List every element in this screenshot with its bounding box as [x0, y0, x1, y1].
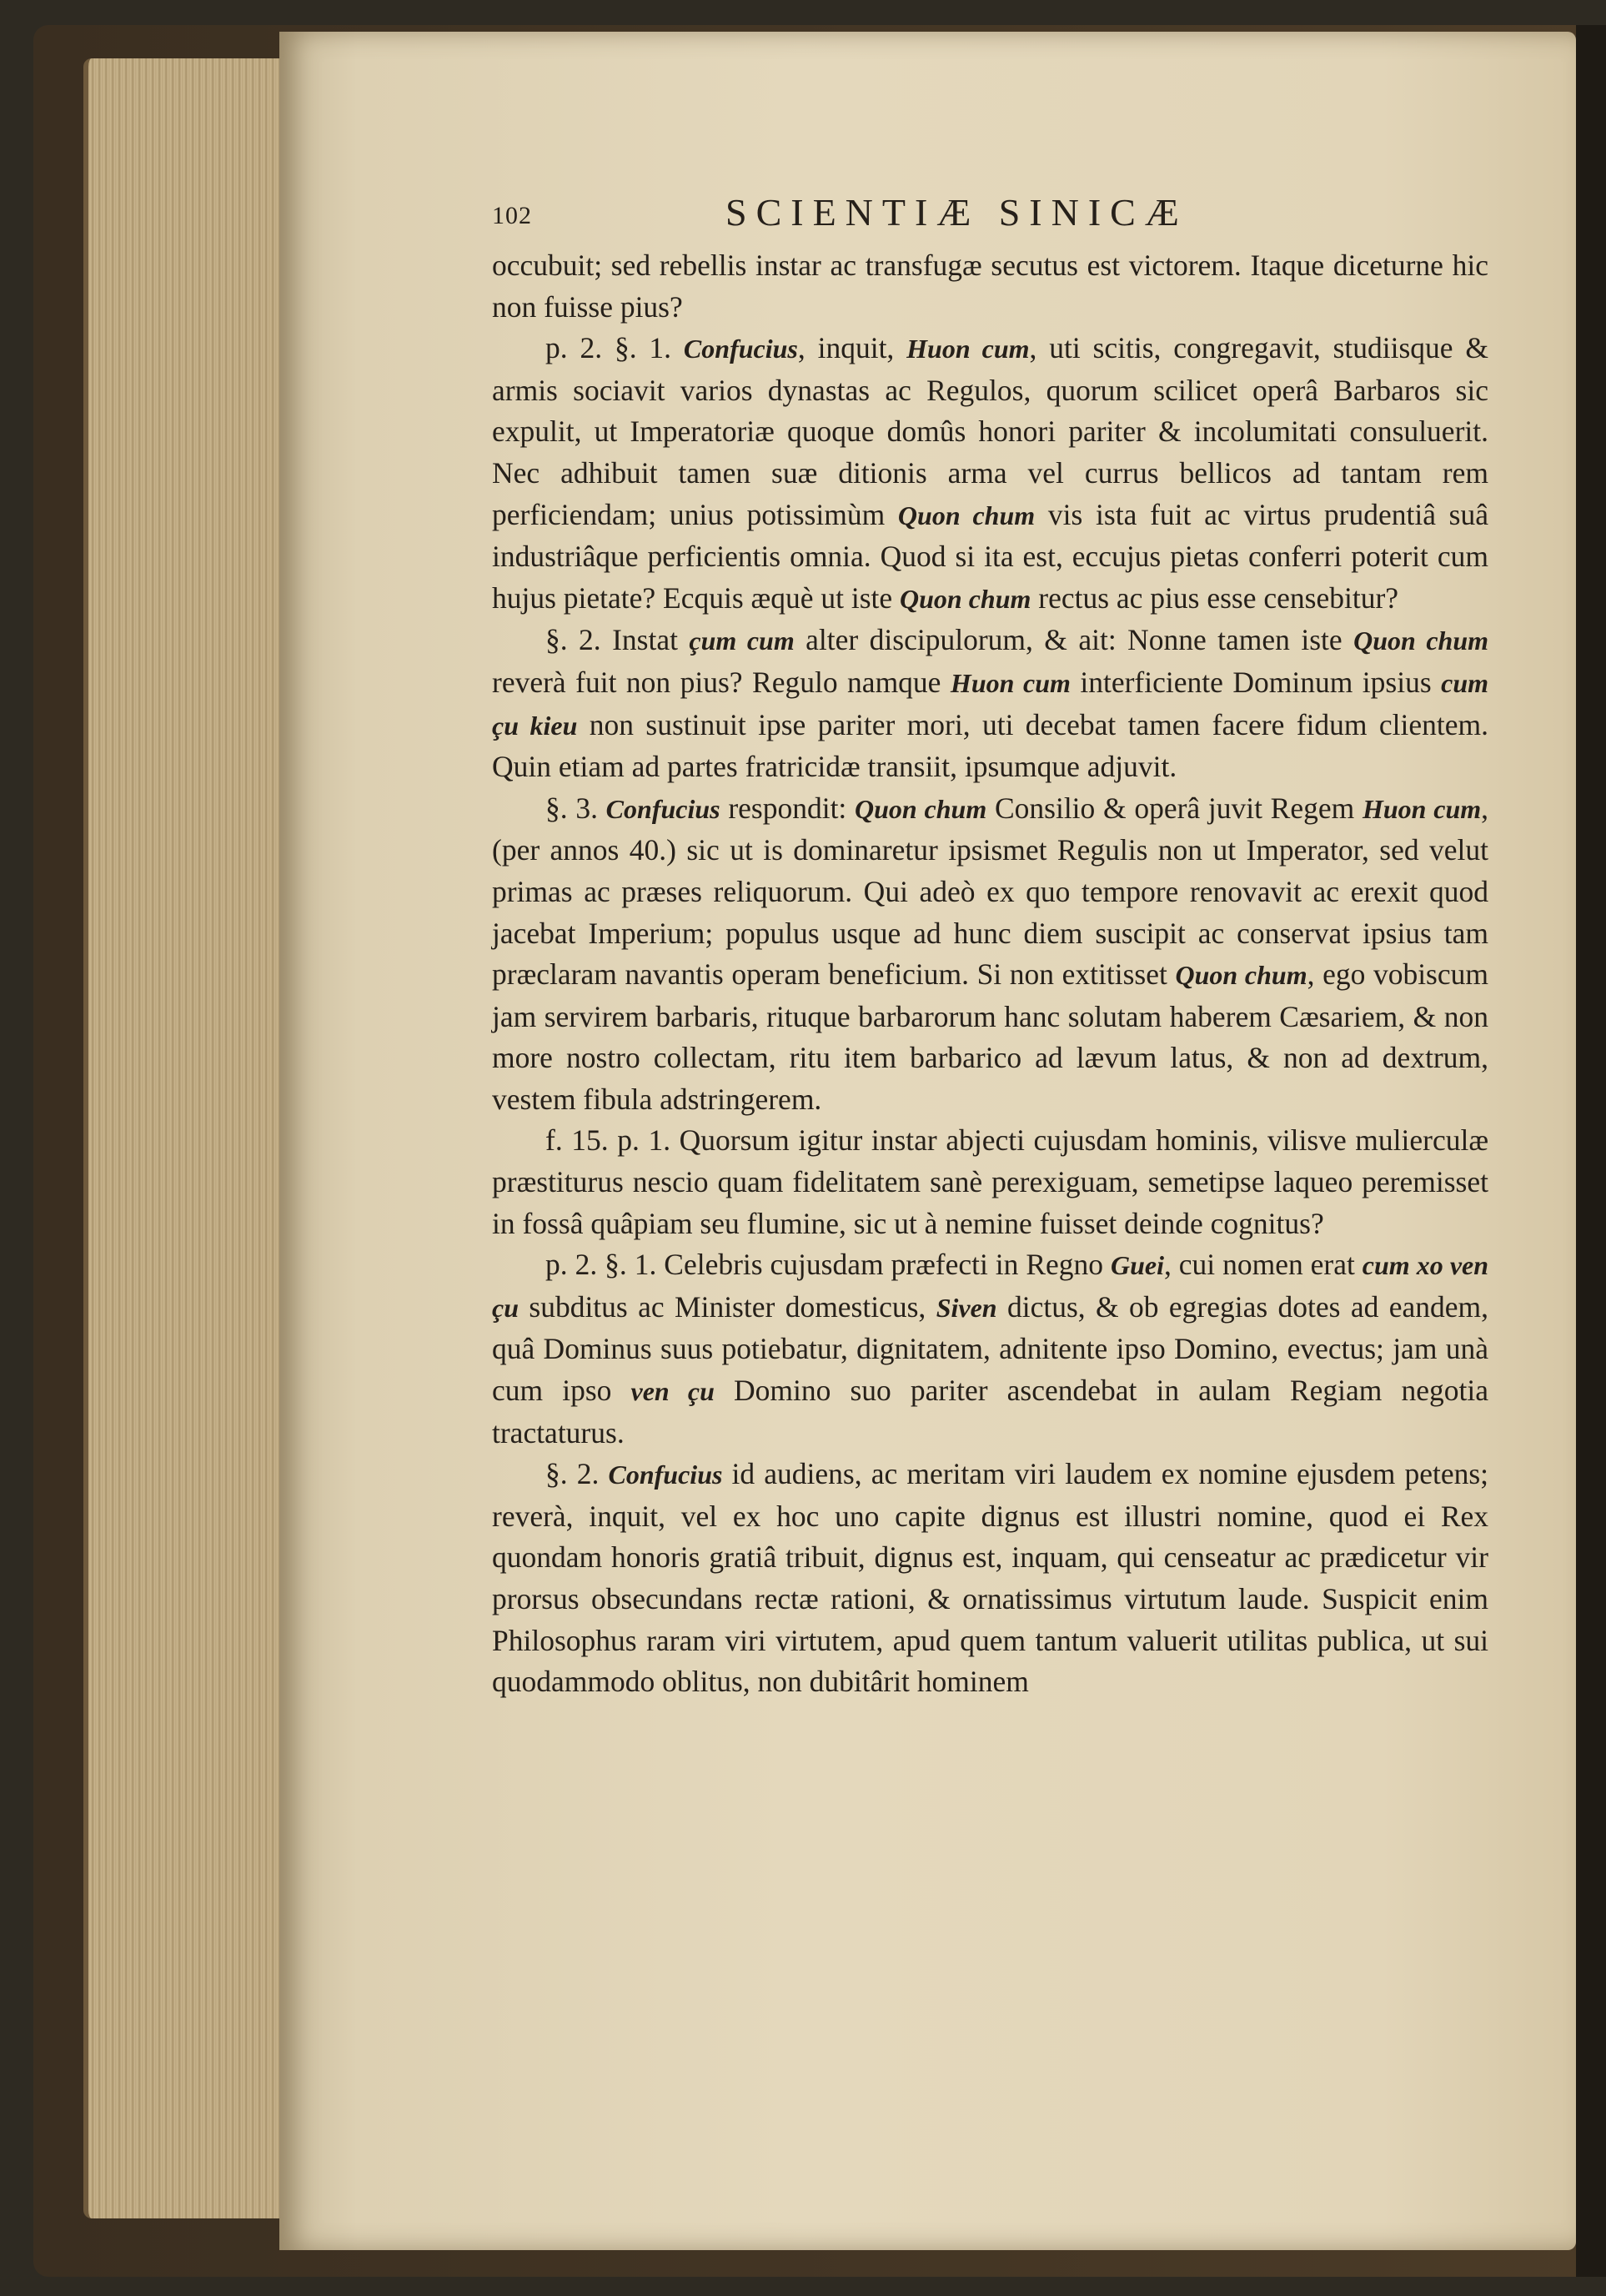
text-run: , cui nomen erat — [1163, 1248, 1363, 1282]
text-run: p. 2. §. 1. — [545, 331, 684, 365]
text-run: id audiens, ac meritam viri laudem ex nomine ejusdem petens; reverà, inquit, vel ex hoc uno capite dignus est illustri nomine, quod ei Rex quondam honoris gratiâ tribuit, dignus est, inquam, qui censeatur ac prædicetur vir prorsus obsecundans rectæ rationi, & ornatissimus virtutum laude. Suspicit enim Philosophus raram viri virtutem, apud quem tantum valuerit utilitas publica, ut sui quodammodo oblitus, non dubitârit hominem — [492, 1457, 1489, 1699]
body-text — [492, 245, 1488, 1703]
text-run: , ego vobiscum jam servirem barbaris, rituque barbarorum hanc solutam haberem Cæsariem, & non more nostro collectam, ritu item barbarico ad lævum latus, & non ad dextrum, vestem fibula adstringerem. — [492, 957, 1488, 1116]
paragraph — [492, 788, 1488, 1121]
text-run: occubuit; sed rebellis instar ac transfugæ secutus est victorem. Itaque diceturne hic non fuisse pius? — [492, 249, 1488, 324]
text-run: reverà fuit non pius? Regulo namque — [492, 665, 951, 699]
text-run: Consilio & operâ juvit Regem — [986, 791, 1363, 825]
italic-term: Huon cum — [1362, 793, 1482, 824]
paragraph — [492, 1454, 1488, 1703]
italic-term: Quon chum — [897, 500, 1036, 530]
italic-term: Huon cum — [906, 334, 1030, 364]
text-run: interficiente Dominum ipsius — [1070, 665, 1442, 699]
page-number: 102 — [492, 202, 532, 229]
italic-term: çum cum — [689, 625, 795, 656]
text-run: §. 2. Instat — [545, 623, 690, 657]
italic-term: Siven — [936, 1292, 997, 1323]
text-run: Domino suo pariter ascendebat in aulam Regiam negotia tractaturus. — [492, 1374, 1489, 1449]
text-run: dictus, & ob egregias dotes ad eandem, quâ Dominus suus potiebatur, dignitatem, adnitente ipso Domino, evectus; jam unà cum ipso — [492, 1289, 1488, 1408]
text-run: vis ista fuit ac virtus prudentiâ suâ industriâque perficientis omnia. Quod si ita est, eccujus pietas conferri poterit cum hujus pietate? Ecquis æquè ut iste — [492, 497, 1489, 615]
page-edges — [83, 58, 284, 2218]
text-run: §. 3. — [545, 791, 606, 825]
paragraph — [492, 620, 1488, 787]
text-run: , (per annos 40.) sic ut is dominaretur ipsismet Regulis non ut Imperator, sed velut primas ac præses reliquorum. Qui adeò ex quo tempore renovavit ac erexit quod jacebat Imperium; populus usque ad hunc diem suscipit ac conservat ipsius tam præclaram navantis operam beneficium. Si non extitisset — [492, 791, 1489, 992]
paragraph — [492, 245, 1488, 328]
italic-term: Quon chum — [855, 793, 987, 824]
italic-term: Quon chum — [1353, 625, 1489, 656]
page-content — [492, 190, 1488, 1703]
text-run: p. 2. §. 1. Celebris cujusdam præfecti in Regno — [545, 1248, 1111, 1282]
italic-term: Confucius — [605, 793, 720, 824]
italic-term: Confucius — [608, 1459, 723, 1490]
text-run: rectus ac pius esse censebitur? — [1031, 580, 1399, 615]
italic-term: ven çu — [630, 1376, 715, 1407]
italic-term: Quon chum — [1175, 960, 1307, 991]
text-run: f. 15. p. 1. Quorsum igitur instar abjecti cujusdam hominis, vilisve mulierculæ præstiturus nescio quam fidelitatem sanè perexiguam, semetipse laqueo peremisset in fossâ quâpiam seu flumine, sic ut à nemine fuisset deinde cognitus? — [492, 1123, 1488, 1240]
text-run: subditus ac Minister domesticus, — [519, 1289, 936, 1324]
paragraph — [492, 1120, 1488, 1244]
paragraph — [492, 1244, 1488, 1454]
text-run: non sustinuit ipse pariter mori, uti decebat tamen facere fidum clientem. Quin etiam ad partes fratricidæ transiit, ipsumque adjuvit. — [492, 707, 1488, 784]
italic-term: cum çu kieu — [492, 667, 1489, 741]
running-head — [492, 190, 1488, 245]
text-run: respondit: — [720, 791, 856, 825]
italic-term: Quon chum — [900, 583, 1031, 614]
italic-term: Huon cum — [950, 667, 1071, 698]
text-run: alter discipulorum, & ait: Nonne tamen iste — [794, 623, 1354, 657]
text-run: , inquit, — [797, 331, 907, 365]
text-run: , uti scitis, congregavit, studiisque & armis sociavit varios dynastas ac Regulos, quorum scilicet operâ Barbaros sic expulit, ut Imperatoriæ quoque domûs honori pariter & incolumitati consuluerit. Nec adhibuit tamen suæ ditionis arma vel currus bellicos ad tantam rem perficiendam; unius potissimùm — [492, 331, 1489, 531]
italic-term: Guei — [1110, 1250, 1164, 1281]
italic-term: cum xo ven çu — [492, 1250, 1489, 1323]
gutter-shadow — [1576, 25, 1606, 2277]
running-title: SCIENTIÆ SINICÆ — [725, 191, 1188, 234]
text-run: §. 2. — [545, 1457, 609, 1491]
italic-term: Confucius — [683, 334, 798, 364]
paragraph — [492, 328, 1488, 620]
